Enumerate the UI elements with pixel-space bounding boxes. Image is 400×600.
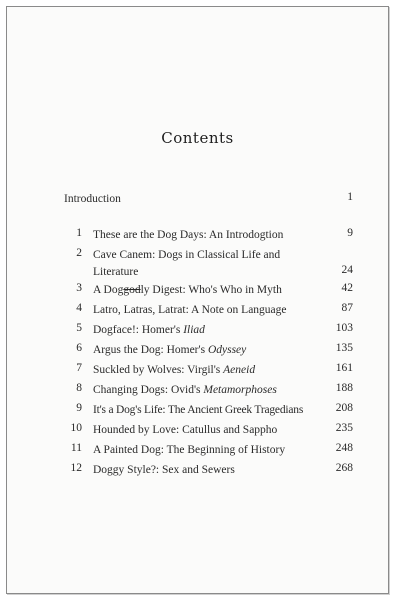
toc-entry-label <box>93 342 335 359</box>
toc-entry-page: 42 <box>341 282 353 294</box>
toc-entry <box>64 227 353 245</box>
toc-entry-number: 12 <box>70 462 82 474</box>
toc-entry-page: 161 <box>335 362 353 374</box>
toc-entry-page: 208 <box>335 402 353 414</box>
toc-entry-number: 7 <box>76 362 82 374</box>
toc-entry-label-italic: Iliad <box>183 324 205 336</box>
toc-entry-label-plain: Suckled by Wolves: Virgil's <box>93 364 224 376</box>
toc-entry-label <box>93 382 335 399</box>
toc-entry-page: 24 <box>341 264 353 276</box>
toc-entry-page: 248 <box>335 442 353 454</box>
toc-entry <box>64 422 353 440</box>
toc-entry-page: 103 <box>335 322 353 334</box>
toc-entry-label-line1: Cave Canem: Dogs in Classical Life and <box>93 249 281 261</box>
toc-entry-label-plain: Changing Dogs: Ovid's <box>93 384 204 396</box>
toc-entry-label-italic: Aeneid <box>223 364 256 376</box>
toc-entry-label-plain: Argus the Dog: Homer's <box>93 344 208 356</box>
book-page <box>6 6 389 594</box>
toc-entry-number: 11 <box>70 442 82 454</box>
toc-entry-label: Hounded by Love: Catullus and Sappho <box>93 424 278 436</box>
toc-entry-label <box>93 282 335 299</box>
toc-entry-label: A Painted Dog: The Beginning of History <box>93 444 286 456</box>
toc-entry-page: 268 <box>335 462 353 474</box>
toc-entry-label: Introduction <box>64 193 121 205</box>
toc-entry <box>64 322 353 340</box>
toc-entry-number: 10 <box>70 422 82 434</box>
toc-entry <box>64 402 353 420</box>
toc-entry-label-plain: Dogface!: Homer's <box>93 324 184 336</box>
toc-entry-page: 188 <box>335 382 353 394</box>
toc-entry-number: 8 <box>76 382 82 394</box>
toc-entry-label <box>93 362 335 379</box>
toc-entry-label: It's a Dog's Life: The Ancient Greek Tragedians <box>93 404 304 416</box>
toc-entry-number: 6 <box>76 342 82 354</box>
toc-entry-label: These are the Dog Days: An Introdogtion <box>93 229 284 241</box>
toc-entry <box>64 247 353 283</box>
page-title: Contents <box>161 129 234 147</box>
toc-entry-page: 87 <box>341 302 353 314</box>
toc-entry-page: 235 <box>335 422 353 434</box>
toc-entry-label <box>93 247 335 281</box>
toc-entry-page: 1 <box>347 191 353 203</box>
toc-entry-label-line2: Literature <box>93 266 139 278</box>
toc-entry-label-italic: Metamorphoses <box>203 384 277 396</box>
toc-entry <box>64 382 353 400</box>
toc-entry <box>64 362 353 380</box>
toc-entry-number: 3 <box>76 282 82 294</box>
toc-entry-label-suffix: ly Digest: Who's Who in Myth <box>140 284 282 296</box>
table-of-contents <box>7 7 388 593</box>
toc-entry-number: 9 <box>76 402 82 414</box>
toc-entry-label-struck: god <box>123 284 141 296</box>
toc-entry-number: 4 <box>76 302 82 314</box>
toc-entry-number: 2 <box>76 247 82 259</box>
toc-entry-label <box>93 322 335 339</box>
toc-entry-label-prefix: A Dog <box>93 284 124 296</box>
toc-entry-number: 1 <box>76 227 82 239</box>
toc-entry <box>64 282 353 300</box>
toc-entry <box>64 342 353 360</box>
toc-entry-introduction <box>64 191 353 209</box>
toc-entry-label: Latro, Latras, Latrat: A Note on Language <box>93 304 287 316</box>
toc-entry-number: 5 <box>76 322 82 334</box>
toc-entry-label: Doggy Style?: Sex and Sewers <box>93 464 235 476</box>
toc-entry-page: 9 <box>347 227 353 239</box>
toc-entry <box>64 462 353 480</box>
toc-entry-page: 135 <box>335 342 353 354</box>
toc-entry <box>64 302 353 320</box>
toc-entry-label-italic: Odyssey <box>207 344 247 356</box>
toc-entry <box>64 442 353 460</box>
